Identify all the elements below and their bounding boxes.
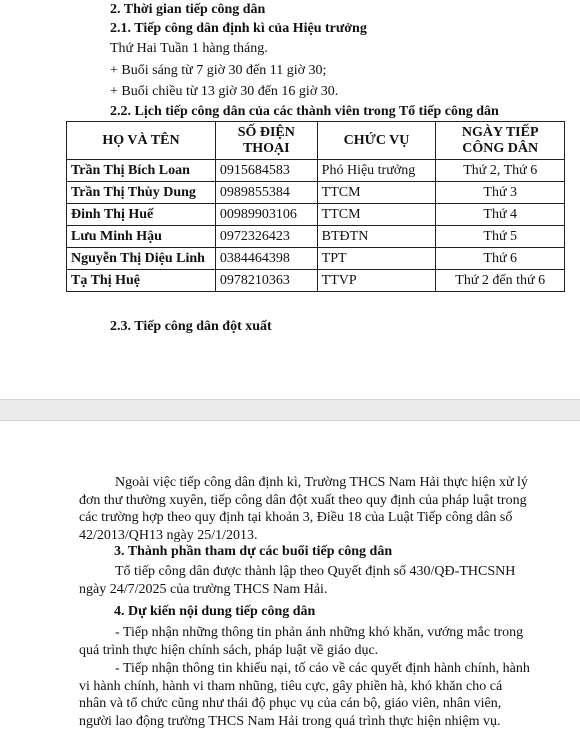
section-2-2-heading: 2.2. Lịch tiếp công dân của các thành viên trong Tổ tiếp công dân xyxy=(110,104,499,120)
section-2-heading: 2. Thời gian tiếp công dân xyxy=(110,2,265,18)
paragraph-line: nhân và tổ chức cũng như thái độ phục vụ của cán bộ, giáo viên, nhân viên, xyxy=(79,695,534,713)
cell-phone: 0989855384 xyxy=(215,182,317,204)
cell-name: Trần Thị Bích Loan xyxy=(67,160,216,182)
paragraph-section-4-item-1 xyxy=(79,624,534,659)
cell-phone: 0972326423 xyxy=(215,226,317,248)
section-4-heading: 4. Dự kiến nội dung tiếp công dân xyxy=(114,604,315,620)
cell-phone: 0915684583 xyxy=(215,160,317,182)
cell-position: TPT xyxy=(317,248,436,270)
header-name: HỌ VÀ TÊN xyxy=(67,122,216,160)
cell-name: Lưu Minh Hậu xyxy=(67,226,216,248)
paragraph-ad-hoc-reception xyxy=(79,474,534,544)
header-position: CHỨC VỤ xyxy=(317,122,436,160)
page-break xyxy=(0,399,580,421)
header-reception-day: NGÀY TIẾP CÔNG DÂN xyxy=(436,122,565,160)
table-row xyxy=(67,226,565,248)
cell-name: Tạ Thị Huệ xyxy=(67,270,216,292)
cell-day: Thứ 5 xyxy=(436,226,565,248)
paragraph-line: 42/2013/QH13 ngày 25/1/2013. xyxy=(79,527,534,545)
cell-phone: 0978210363 xyxy=(215,270,317,292)
cell-position: Phó Hiệu trưởng xyxy=(317,160,436,182)
section-2-3-heading: 2.3. Tiếp công dân đột xuất xyxy=(110,319,272,335)
cell-day: Thứ 6 xyxy=(436,248,565,270)
cell-day: Thứ 2, Thứ 6 xyxy=(436,160,565,182)
cell-position: TTVP xyxy=(317,270,436,292)
table-header-row xyxy=(67,122,565,160)
paragraph-line: đơn thư thường xuyên, tiếp công dân đột xuất theo quy định của pháp luật trong xyxy=(79,492,534,510)
paragraph-line: ngày 24/7/2025 của trường THCS Nam Hải. xyxy=(79,581,534,599)
paragraph-section-4-item-2 xyxy=(79,660,534,730)
table-row xyxy=(67,270,565,292)
section-3-heading: 3. Thành phần tham dự các buổi tiếp công dân xyxy=(114,544,392,560)
paragraph-line: - Tiếp nhận thông tin khiếu nại, tố cáo về các quyết định hành chính, hành xyxy=(79,660,534,678)
cell-day: Thứ 4 xyxy=(436,204,565,226)
paragraph-line: Tổ tiếp công dân được thành lập theo Quyết định số 430/QĐ-THCSNH xyxy=(79,563,534,581)
cell-phone: 0384464398 xyxy=(215,248,317,270)
schedule-table xyxy=(66,121,565,292)
header-phone: SỐ ĐIỆN THOẠI xyxy=(215,122,317,160)
cell-name: Trần Thị Thùy Dung xyxy=(67,182,216,204)
paragraph-line: các trường hợp theo quy định tại khoản 3, Điều 18 của Luật Tiếp công dân số xyxy=(79,509,534,527)
table-row xyxy=(67,182,565,204)
table-row xyxy=(67,204,565,226)
section-2-1-heading: 2.1. Tiếp công dân định kì của Hiệu trưởng xyxy=(110,21,367,37)
table-row xyxy=(67,248,565,270)
paragraph-line: quá trình thực hiện chính sách, pháp luật về giáo dục. xyxy=(79,642,534,660)
cell-name: Đinh Thị Huế xyxy=(67,204,216,226)
section-2-1-line-1: Thứ Hai Tuần 1 hàng tháng. xyxy=(110,41,268,57)
paragraph-line: Ngoài việc tiếp công dân định kì, Trường THCS Nam Hải thực hiện xử lý xyxy=(79,474,534,492)
paragraph-line: người lao động trường THCS Nam Hải trong quá trình thực hiện nhiệm vụ. xyxy=(79,713,534,730)
section-2-1-line-2: + Buổi sáng từ 7 giờ 30 đến 11 giờ 30; xyxy=(110,63,326,79)
cell-day: Thứ 3 xyxy=(436,182,565,204)
paragraph-line: vi hành chính, hành vi tham nhũng, tiêu cực, gây phiền hà, khó khăn cho cá xyxy=(79,678,534,696)
cell-position: TTCM xyxy=(317,204,436,226)
paragraph-line: - Tiếp nhận những thông tin phản ánh những khó khăn, vướng mắc trong xyxy=(79,624,534,642)
section-2-1-line-3: + Buổi chiều từ 13 giờ 30 đến 16 giờ 30. xyxy=(110,84,338,100)
cell-name: Nguyễn Thị Diệu Linh xyxy=(67,248,216,270)
table-row xyxy=(67,160,565,182)
cell-position: BTĐTN xyxy=(317,226,436,248)
cell-day: Thứ 2 đến thứ 6 xyxy=(436,270,565,292)
cell-position: TTCM xyxy=(317,182,436,204)
cell-phone: 00989903106 xyxy=(215,204,317,226)
paragraph-section-3 xyxy=(79,563,534,598)
